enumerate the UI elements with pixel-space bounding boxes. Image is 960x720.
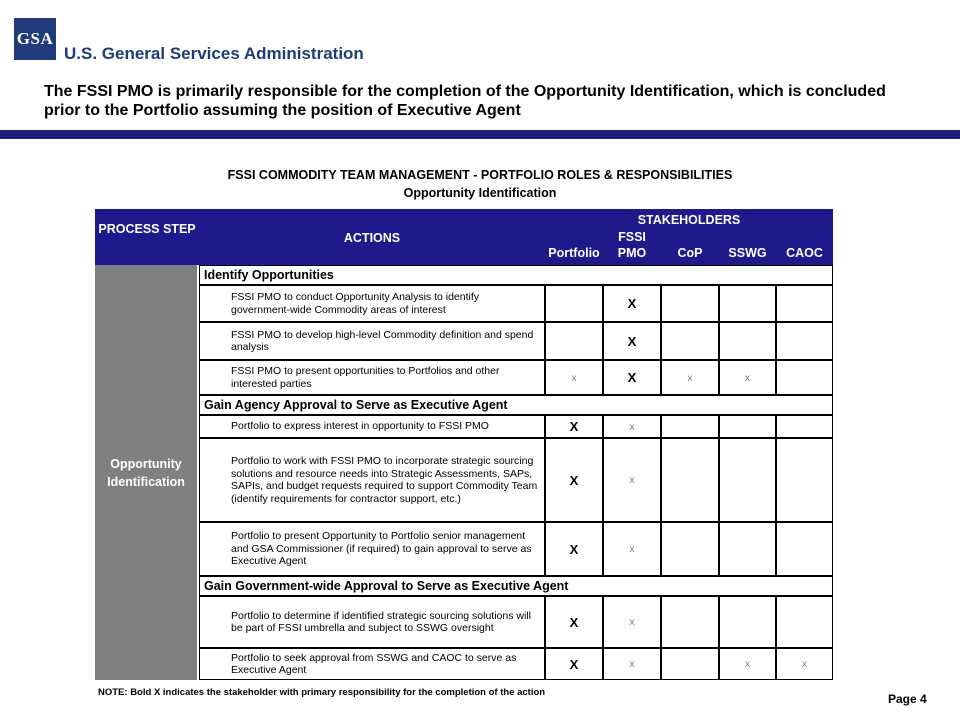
stakeholder-cell [661,285,719,322]
stakeholder-cell [776,285,833,322]
table-title [0,166,960,202]
stakeholder-cell [776,415,833,438]
stakeholder-cell [719,285,776,322]
stakeholder-cell [603,322,661,360]
stakeholder-cell [776,322,833,360]
action-text: Portfolio to work with FSSI PMO to incorporate strategic sourcing solutions and resource needs into Strategic Assessments, SAPs, SAPIs, and budget requests required to support Commodity Team (identify requirements for contractor support, etc.) [231,455,538,505]
stakeholder-cell [603,596,661,648]
stakeholder-cell [603,522,661,576]
secondary-mark: x [629,474,635,486]
process-step-label: Opportunity Identification [107,456,185,489]
section-heading: Identify Opportunities [199,265,833,285]
stakeholder-cell [545,648,603,680]
stakeholder-cell [661,522,719,576]
primary-mark: X [569,656,579,672]
stakeholder-cell [776,596,833,648]
header-stakeholders: STAKEHOLDERS [637,213,741,227]
header-process-step: PROCESS STEP [98,222,196,236]
action-cell [199,415,545,438]
stakeholder-cell [719,438,776,522]
table-title-line2: Opportunity Identification [403,186,557,200]
primary-mark: X [569,472,579,488]
action-cell [199,438,545,522]
secondary-mark: x [629,420,635,433]
stakeholder-cell [719,415,776,438]
stakeholder-cell [545,522,603,576]
gsa-logo: GSA [14,18,56,60]
stakeholder-cell [661,648,719,680]
primary-mark: X [627,370,637,385]
stakeholder-cell [719,322,776,360]
secondary-mark: x [629,543,635,555]
header-stakeholder: CoP [677,246,703,260]
stakeholder-cell [719,522,776,576]
stakeholder-cell [719,360,776,395]
action-text: FSSI PMO to develop high-level Commodity definition and spend analysis [231,328,534,353]
stakeholder-cell [719,596,776,648]
stakeholder-cell [603,648,661,680]
stakeholder-cell [661,360,719,395]
primary-mark: X [569,541,579,557]
primary-mark: X [627,333,637,349]
secondary-mark: x [744,658,751,670]
stakeholder-cell [545,285,603,322]
stakeholder-cell [719,648,776,680]
action-cell [199,596,545,648]
action-cell [199,360,545,395]
stakeholder-cell [661,438,719,522]
secondary-mark: x [744,371,751,384]
action-text: FSSI PMO to conduct Opportunity Analysis to identify government-wide Commodity areas of interest [231,291,480,316]
stakeholder-cell [661,415,719,438]
header-stakeholder: Portfolio [548,246,600,260]
stakeholder-cell [545,596,603,648]
secondary-mark: x [687,371,693,384]
secondary-mark: x [629,658,635,670]
footnote: NOTE: Bold X indicates the stakeholder with primary responsibility for the completion of the action [98,687,546,698]
primary-mark: X [627,296,637,311]
header-stakeholder: CAOC [786,246,823,260]
stakeholder-cell [661,322,719,360]
stakeholder-cell [545,415,603,438]
page-number: Page 4 [888,692,927,706]
action-cell [199,522,545,576]
header-stakeholder: FSSI PMO [617,230,647,260]
action-text: Portfolio to express interest in opportunity to FSSI PMO [231,420,489,433]
primary-mark: X [569,614,579,630]
header-rule [0,130,960,139]
action-text: Portfolio to determine if identified strategic sourcing solutions will be part of FSSI umbrella and subject to SSWG oversight [231,609,531,634]
stakeholder-cell [776,648,833,680]
action-text: Portfolio to present Opportunity to Portfolio senior management and GSA Commissioner (if required) to gain approval to serve as Executive Agent [231,530,532,568]
agency-name: U.S. General Services Administration [64,44,364,63]
process-step-cell [95,265,197,680]
secondary-mark: x [801,658,808,670]
section-heading: Gain Agency Approval to Serve as Executive Agent [199,395,833,415]
stakeholder-cell [776,438,833,522]
responsibility-table [95,209,833,680]
stakeholder-cell [545,322,603,360]
stakeholder-cell [545,360,603,395]
action-cell [199,285,545,322]
action-cell [199,648,545,680]
secondary-mark: x [629,616,635,628]
action-cell [199,322,545,360]
primary-mark: X [569,419,579,434]
header-actions: ACTIONS [343,231,401,245]
stakeholder-cell [603,285,661,322]
slide-headline: The FSSI PMO is primarily responsible for the completion of the Opportunity Identification, which is concluded prior to the Portfolio assuming the position of Executive Agent [44,83,886,119]
stakeholder-cell [661,596,719,648]
stakeholder-cell [776,360,833,395]
stakeholder-cell [545,438,603,522]
stakeholder-cell [776,522,833,576]
action-text: Portfolio to seek approval from SSWG and CAOC to serve as Executive Agent [231,651,517,676]
stakeholder-cell [603,438,661,522]
table-title-line1: FSSI COMMODITY TEAM MANAGEMENT - PORTFOLIO ROLES & RESPONSIBILITIES [227,168,733,182]
section-heading: Gain Government-wide Approval to Serve as Executive Agent [199,576,833,596]
stakeholder-cell [603,415,661,438]
header-stakeholder: SSWG [728,246,767,260]
stakeholder-cell [603,360,661,395]
action-text: FSSI PMO to present opportunities to Portfolios and other interested parties [231,365,500,390]
secondary-mark: x [571,371,577,384]
